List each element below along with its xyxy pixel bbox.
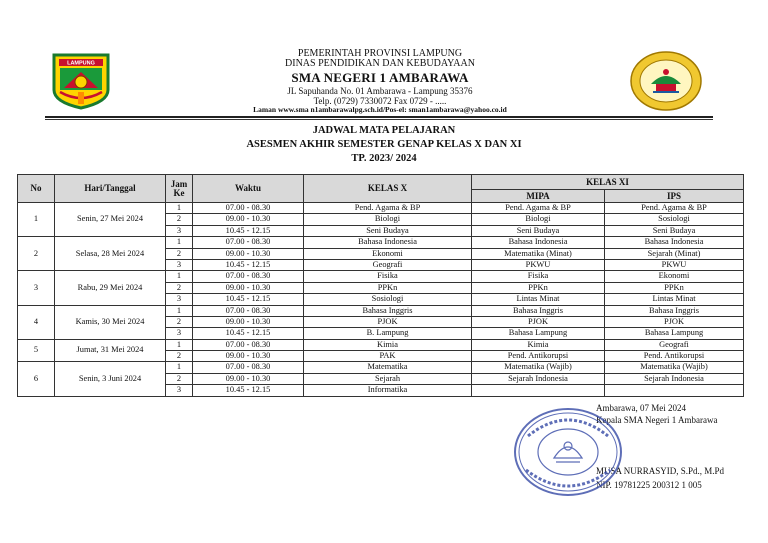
- lampung-emblem-logo: [50, 52, 112, 110]
- cell-ips: Sejarah Indonesia: [605, 373, 744, 384]
- schedule-table: [17, 174, 744, 397]
- cell-ips: Bahasa Inggris: [605, 305, 744, 316]
- cell-jam: 2: [166, 214, 193, 225]
- cell-jam: 3: [166, 225, 193, 236]
- cell-time: 09.00 - 10.30: [193, 248, 304, 259]
- cell-time: 09.00 - 10.30: [193, 316, 304, 327]
- kop-school-name: SMA NEGERI 1 AMBARAWA: [291, 70, 469, 85]
- doc-subtitle: ASESMEN AKHIR SEMESTER GENAP KELAS X DAN XI: [246, 139, 522, 150]
- cell-time: 07.00 - 08.30: [193, 203, 304, 214]
- letterhead-divider: [45, 116, 713, 118]
- cell-day-date: Jumat, 31 Mei 2024: [55, 339, 166, 362]
- letterhead-divider-thin: [45, 119, 713, 120]
- cell-mipa: PPKn: [472, 282, 605, 293]
- cell-mipa: Bahasa Indonesia: [472, 237, 605, 248]
- cell-time: 07.00 - 08.30: [193, 305, 304, 316]
- signature-name: MUSA NURRASYID, S.Pd., M.Pd: [596, 466, 725, 476]
- header-jam: Jam Ke: [166, 175, 193, 203]
- cell-mipa: Bahasa Inggris: [472, 305, 605, 316]
- cell-jam: 1: [166, 237, 193, 248]
- cell-jam: 3: [166, 294, 193, 305]
- kop-province: PEMERINTAH PROVINSI LAMPUNG: [297, 48, 463, 59]
- cell-no: 4: [18, 305, 55, 339]
- cell-kelas-x: Bahasa Inggris: [304, 305, 472, 316]
- cell-ips: Lintas Minat: [605, 294, 744, 305]
- cell-no: 3: [18, 271, 55, 305]
- cell-time: 07.00 - 08.30: [193, 237, 304, 248]
- header-mipa: MIPA: [472, 190, 605, 203]
- cell-time: 09.00 - 10.30: [193, 214, 304, 225]
- cell-mipa: Matematika (Wajib): [472, 362, 605, 373]
- cell-ips: Bahasa Lampung: [605, 328, 744, 339]
- cell-jam: 3: [166, 385, 193, 396]
- cell-kelas-x: Informatika: [304, 385, 472, 396]
- logo-caption: LAMPUNG: [67, 60, 95, 67]
- cell-kelas-x: Geografi: [304, 259, 472, 270]
- header-day: Hari/Tanggal: [55, 175, 166, 203]
- table-row: [18, 362, 744, 373]
- cell-jam: 2: [166, 316, 193, 327]
- cell-day-date: Kamis, 30 Mei 2024: [55, 305, 166, 339]
- cell-time: 10.45 - 12.15: [193, 294, 304, 305]
- cell-time: 07.00 - 08.30: [193, 362, 304, 373]
- cell-mipa: Biologi: [472, 214, 605, 225]
- cell-no: 5: [18, 339, 55, 362]
- cell-kelas-x: Sosiologi: [304, 294, 472, 305]
- cell-no: 1: [18, 203, 55, 237]
- cell-ips: Seni Budaya: [605, 225, 744, 236]
- cell-time: 10.45 - 12.15: [193, 259, 304, 270]
- signature-place-date: Ambarawa, 07 Mei 2024: [596, 403, 686, 413]
- cell-ips: PPKn: [605, 282, 744, 293]
- cell-time: 07.00 - 08.30: [193, 271, 304, 282]
- cell-ips: Pend. Antikorupsi: [605, 351, 744, 362]
- cell-kelas-x: Ekonomi: [304, 248, 472, 259]
- cell-jam: 2: [166, 351, 193, 362]
- cell-jam: 1: [166, 203, 193, 214]
- school-stamp-icon: [512, 406, 624, 498]
- table-row: [18, 305, 744, 316]
- cell-jam: 1: [166, 271, 193, 282]
- cell-kelas-x: Pend. Agama & BP: [304, 203, 472, 214]
- cell-jam: 2: [166, 282, 193, 293]
- kop-web-email: Laman www.sma n1ambarawalpg.sch.id/Pos-el: sman1ambarawa@yahoo.co.id: [253, 105, 507, 114]
- cell-time: 09.00 - 10.30: [193, 282, 304, 293]
- cell-no: 6: [18, 362, 55, 396]
- cell-day-date: Rabu, 29 Mei 2024: [55, 271, 166, 305]
- schedule-header: [18, 175, 744, 203]
- cell-mipa: Pend. Agama & BP: [472, 203, 605, 214]
- kop-address: JL Sapuhanda No. 01 Ambarawa - Lampung 35376: [287, 86, 473, 96]
- cell-kelas-x: Seni Budaya: [304, 225, 472, 236]
- cell-ips: Geografi: [605, 339, 744, 350]
- cell-day-date: Senin, 3 Juni 2024: [55, 362, 166, 396]
- cell-jam: 1: [166, 305, 193, 316]
- cell-no: 2: [18, 237, 55, 271]
- cell-mipa: [472, 385, 605, 396]
- doc-year: TP. 2023/ 2024: [351, 153, 417, 164]
- cell-ips: PKWU: [605, 259, 744, 270]
- header-ips: IPS: [605, 190, 744, 203]
- cell-ips: Sejarah (Minat): [605, 248, 744, 259]
- header-time: Waktu: [193, 175, 304, 203]
- cell-jam: 2: [166, 248, 193, 259]
- cell-mipa: PJOK: [472, 316, 605, 327]
- cell-ips: Matematika (Wajib): [605, 362, 744, 373]
- header-no: No: [18, 175, 55, 203]
- cell-day-date: Senin, 27 Mei 2024: [55, 203, 166, 237]
- cell-mipa: Pend. Antikorupsi: [472, 351, 605, 362]
- table-row: [18, 237, 744, 248]
- cell-mipa: Sejarah Indonesia: [472, 373, 605, 384]
- cell-ips: Sosiologi: [605, 214, 744, 225]
- cell-mipa: Kimia: [472, 339, 605, 350]
- schedule-body: [18, 203, 744, 397]
- cell-day-date: Selasa, 28 Mei 2024: [55, 237, 166, 271]
- cell-kelas-x: Bahasa Indonesia: [304, 237, 472, 248]
- cell-ips: Bahasa Indonesia: [605, 237, 744, 248]
- cell-jam: 3: [166, 259, 193, 270]
- cell-kelas-x: Matematika: [304, 362, 472, 373]
- doc-title: JADWAL MATA PELAJARAN: [312, 125, 456, 136]
- kop-phone: Telp. (0729) 7330072 Fax 0729 - .....: [313, 96, 447, 106]
- cell-jam: 3: [166, 328, 193, 339]
- cell-kelas-x: Kimia: [304, 339, 472, 350]
- cell-mipa: Lintas Minat: [472, 294, 605, 305]
- cell-kelas-x: Biologi: [304, 214, 472, 225]
- cell-kelas-x: PPKn: [304, 282, 472, 293]
- cell-time: 07.00 - 08.30: [193, 339, 304, 350]
- cell-kelas-x: Sejarah: [304, 373, 472, 384]
- cell-kelas-x: Fisika: [304, 271, 472, 282]
- cell-ips: Pend. Agama & BP: [605, 203, 744, 214]
- cell-mipa: Bahasa Lampung: [472, 328, 605, 339]
- cell-time: 10.45 - 12.15: [193, 328, 304, 339]
- table-row: [18, 271, 744, 282]
- cell-mipa: Seni Budaya: [472, 225, 605, 236]
- header-kelas-xi: KELAS XI: [472, 175, 744, 190]
- cell-ips: [605, 385, 744, 396]
- cell-kelas-x: PAK: [304, 351, 472, 362]
- cell-kelas-x: PJOK: [304, 316, 472, 327]
- cell-jam: 1: [166, 339, 193, 350]
- cell-ips: Ekonomi: [605, 271, 744, 282]
- cell-time: 09.00 - 10.30: [193, 373, 304, 384]
- signature-position: Kepala SMA Negeri 1 Ambarawa: [596, 415, 718, 425]
- table-row: [18, 203, 744, 214]
- cell-mipa: PKWU: [472, 259, 605, 270]
- cell-ips: PJOK: [605, 316, 744, 327]
- signature-nip: NIP. 19781225 200312 1 005: [596, 480, 702, 490]
- cell-time: 10.45 - 12.15: [193, 225, 304, 236]
- header-kelas-x: KELAS X: [304, 175, 472, 203]
- cell-kelas-x: B. Lampung: [304, 328, 472, 339]
- table-row: [18, 339, 744, 350]
- cell-jam: 2: [166, 373, 193, 384]
- school-emblem-logo: [629, 50, 703, 112]
- cell-time: 10.45 - 12.15: [193, 385, 304, 396]
- cell-mipa: Fisika: [472, 271, 605, 282]
- cell-mipa: Matematika (Minat): [472, 248, 605, 259]
- kop-department: DINAS PENDIDIKAN DAN KEBUDAYAAN: [285, 58, 475, 69]
- cell-time: 09.00 - 10.30: [193, 351, 304, 362]
- cell-jam: 1: [166, 362, 193, 373]
